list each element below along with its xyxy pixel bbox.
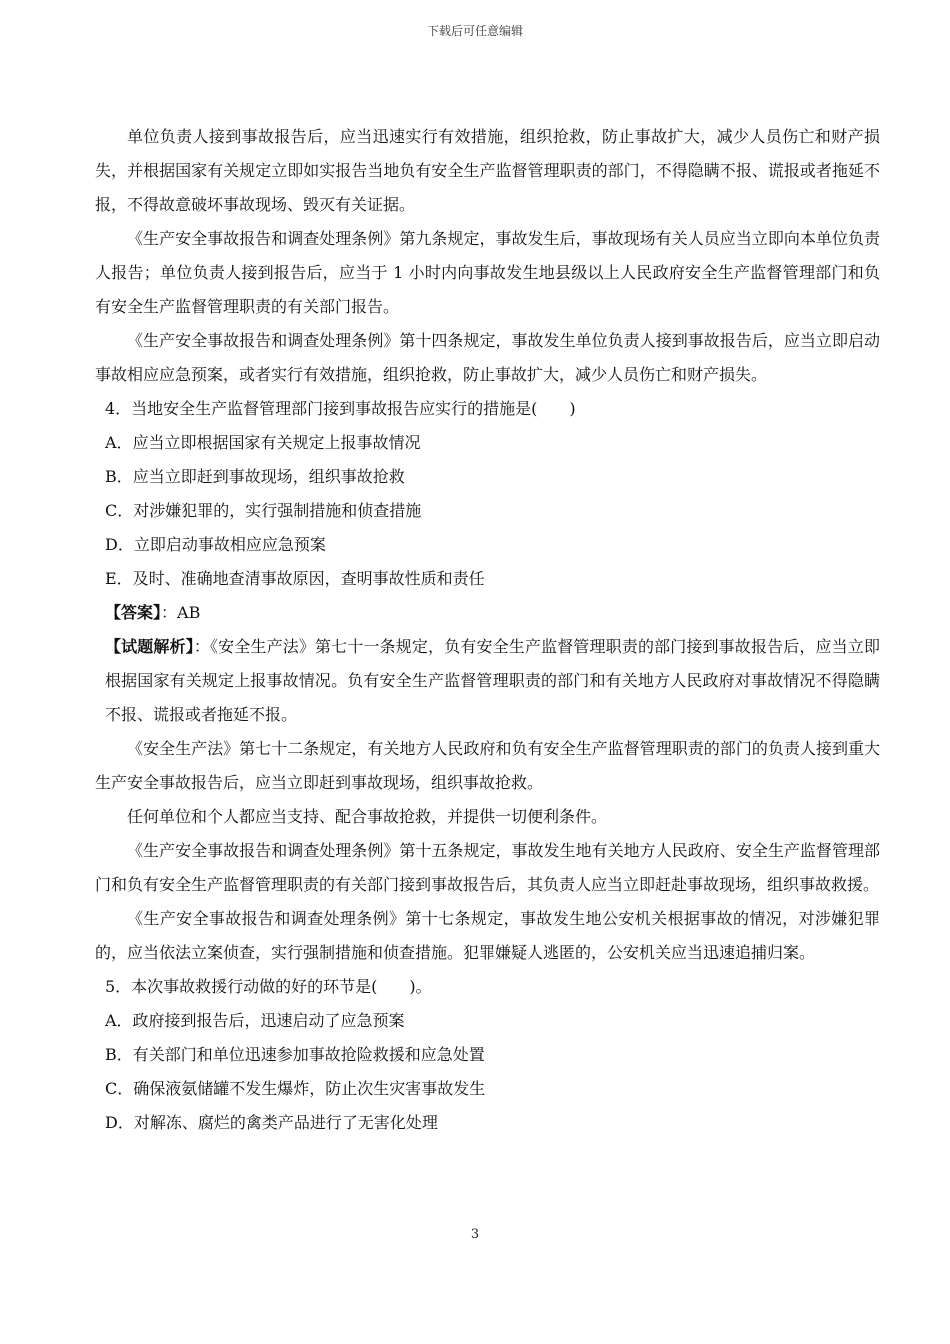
analysis-label: 【试题解析】 xyxy=(105,637,194,656)
analysis-text: ：《安全生产法》第七十一条规定，负有安全生产监督管理职责的部门接到事故报告后，应当立即根据国家有关规定上报事故情况。负有安全生产监督管理职责的部门和有关地方人民政府对事故情况不得隐瞒不报、谎报或者拖延不报。 xyxy=(105,637,880,724)
option-c: C．确保液氨储罐不发生爆炸，防止次生灾害事故发生 xyxy=(105,1079,486,1098)
analysis-paragraph xyxy=(95,630,880,732)
answer-line xyxy=(95,596,880,630)
paragraph: 《生产安全事故报告和调查处理条例》第九条规定，事故发生后，事故现场有关人员应当立即向本单位负责人报告；单位负责人接到报告后，应当于 1 小时内向事故发生地县级以上人民政府安全生产监督管理部门和负有安全生产监督管理职责的有关部门报告。 xyxy=(95,229,880,316)
question-5: 5．本次事故救援行动做的好的环节是( )。 xyxy=(105,977,432,996)
answer-label: 【答案】 xyxy=(105,603,162,622)
paragraph: 《生产安全事故报告和调查处理条例》第十五条规定，事故发生地有关地方人民政府、安全生产监督管理部门和负有安全生产监督管理职责的有关部门接到事故报告后，其负责人应当立即赶赴事故现场，组织事故救援。 xyxy=(95,841,880,894)
option-b: B．有关部门和单位迅速参加事故抢险救援和应急处置 xyxy=(105,1045,485,1064)
paragraph: 《生产安全事故报告和调查处理条例》第十四条规定，事故发生单位负责人接到事故报告后，应当立即启动事故相应应急预案，或者实行有效措施，组织抢救，防止事故扩大，减少人员伤亡和财产损失。 xyxy=(95,331,880,384)
option-c: C．对涉嫌犯罪的，实行强制措施和侦查措施 xyxy=(105,501,422,520)
answer-value: ：AB xyxy=(161,603,201,622)
option-d: D．对解冻、腐烂的禽类产品进行了无害化处理 xyxy=(105,1113,438,1132)
option-a: A．政府接到报告后，迅速启动了应急预案 xyxy=(105,1011,405,1030)
option-a: A．应当立即根据国家有关规定上报事故情况 xyxy=(105,433,421,452)
document-body xyxy=(95,120,880,1140)
paragraph: 单位负责人接到事故报告后，应当迅速实行有效措施，组织抢救，防止事故扩大，减少人员伤亡和财产损失，并根据国家有关规定立即如实报告当地负有安全生产监督管理职责的部门，不得隐瞒不报、谎报或者拖延不报，不得故意破坏事故现场、毁灭有关证据。 xyxy=(95,127,880,214)
paragraph: 任何单位和个人都应当支持、配合事故抢救，并提供一切便利条件。 xyxy=(127,807,608,826)
question-4: 4．当地安全生产监督管理部门接到事故报告应实行的措施是( ) xyxy=(105,399,576,418)
option-d: D．立即启动事故相应应急预案 xyxy=(105,535,326,554)
paragraph: 《安全生产法》第七十二条规定，有关地方人民政府和负有安全生产监督管理职责的部门的负责人接到重大生产安全事故报告后，应当立即赶到事故现场，组织事故抢救。 xyxy=(95,739,880,792)
option-b: B．应当立即赶到事故现场，组织事故抢救 xyxy=(105,467,405,486)
page-header: 下载后可任意编辑 xyxy=(426,24,523,38)
page-number: 3 xyxy=(470,1227,480,1242)
paragraph: 《生产安全事故报告和调查处理条例》第十七条规定，事故发生地公安机关根据事故的情况，对涉嫌犯罪的，应当依法立案侦查，实行强制措施和侦查措施。犯罪嫌疑人逃匿的，公安机关应当迅速追捕归案。 xyxy=(95,909,880,962)
option-e: E．及时、准确地查清事故原因，查明事故性质和责任 xyxy=(105,569,485,588)
